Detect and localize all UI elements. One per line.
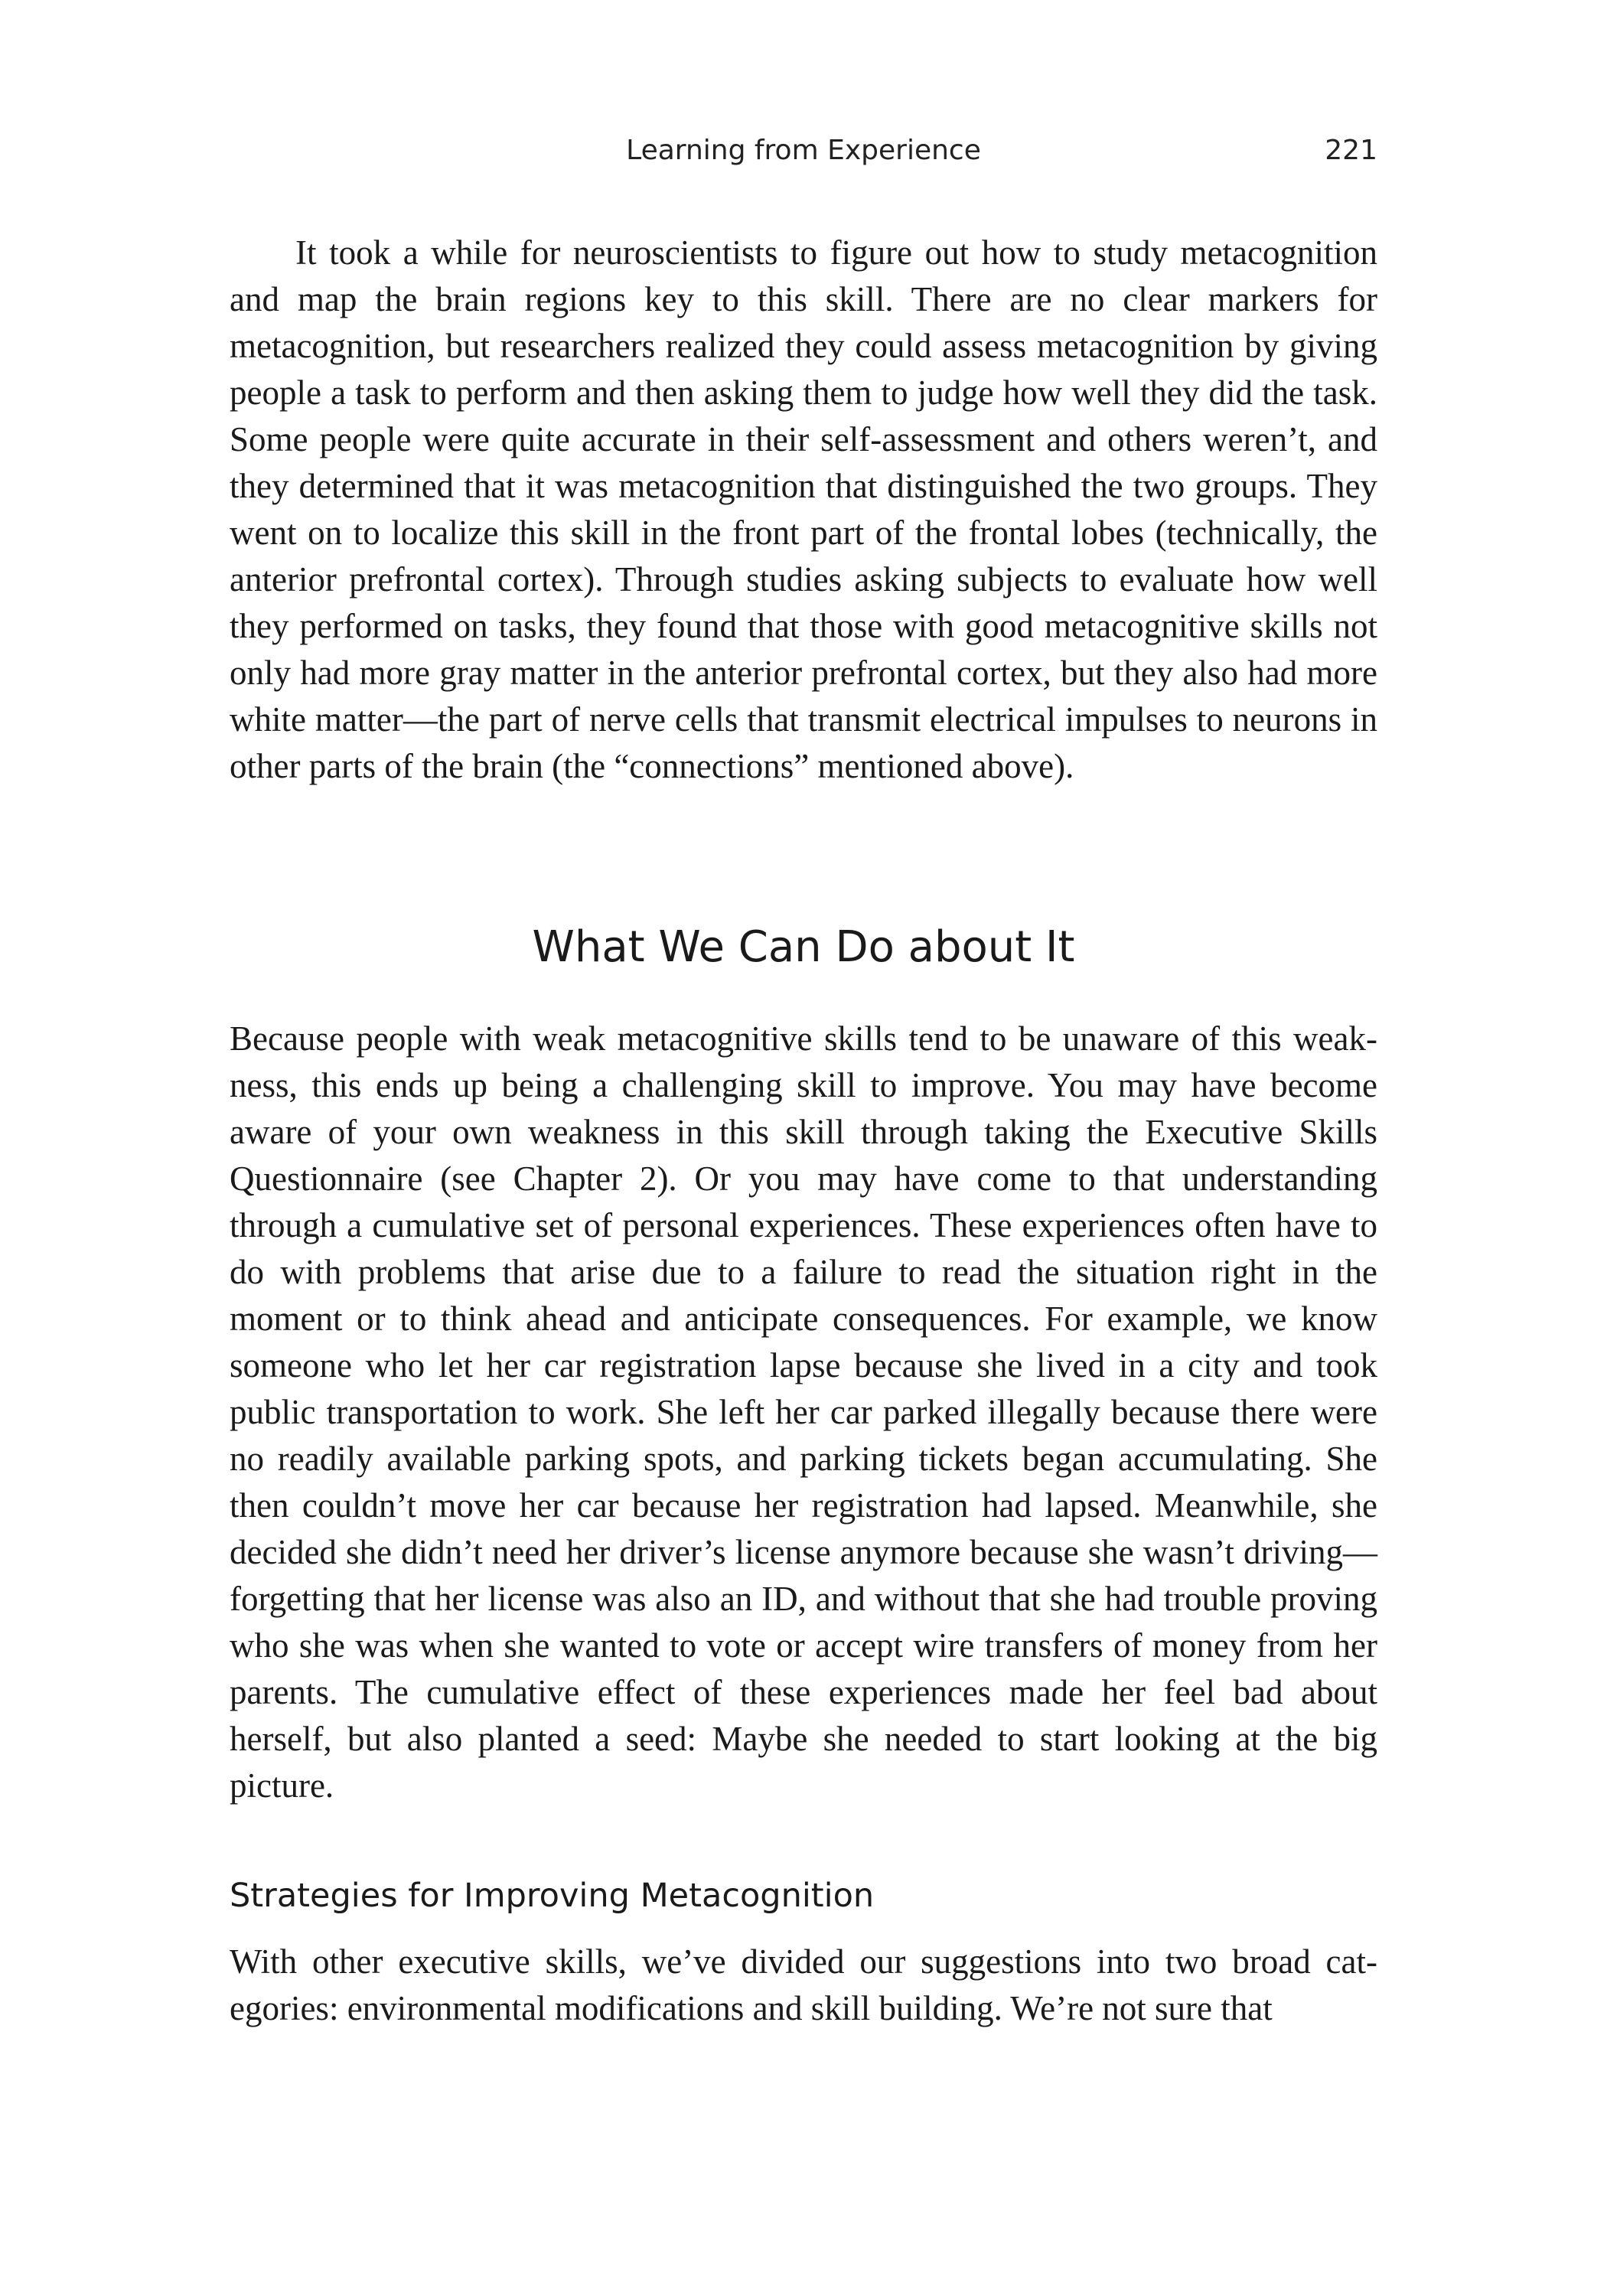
body-paragraph-weak-skills: Because people with weak metacognitive skills tend to be unaware of this weakness, this ends up being a challenging skill to improve. You may have become aware of your own weakness in this skill through taking the Executive Skills Questionnaire (see Chapter 2). Or you may have come to that understanding through a cumulative set of personal experiences. These experiences often have to do with problems that arise due to a failure to read the situation right in the moment or to think ahead and anticipate consequences. For example, we know someone who let her car registration lapse because she lived in a city and took public transportation to work. She left her car parked illegally because there were no readily available parking spots, and parking tickets began accumulating. She then couldn’t move her car because her registration had lapsed. Meanwhile, she decided she didn’t need her driver’s license anymore because she wasn’t driving—forgetting that her license was also an ID, and without that she had trouble proving who she was when she wanted to vote or accept wire transfers of money from her parents. The cumulative effect of these experiences made her feel bad about herself, but also planted a seed: Maybe she needed to start looking at the big picture. bbox=[230, 1019, 1377, 1805]
body-paragraph-metacognition-research: It took a while for neuroscientists to figure out how to study metacognition and map the brain regions key to this skill. There are no clear markers for metacognition, but researchers realized they could assess metacognition by giving people a task to perform and then asking them to judge how well they did the task. Some people were quite accurate in their self-assessment and others weren’t, and they determined that it was metacognition that distinguished the two groups. They went on to localize this skill in the front part of the frontal lobes (technically, the anterior prefrontal cortex). Through studies asking subjects to evaluate how well they performed on tasks, they found that those with good metacognitive skills not only had more gray matter in the anterior prefrontal cortex, but they also had more white matter—the part of nerve cells that transmit electrical impulses to neurons in other parts of the brain (the “connections” mentioned above). bbox=[230, 233, 1377, 785]
body-paragraph-strategies: With other executive skills, we’ve divided our suggestions into two broad categories: environmental modifications and skill building. We’re not sure that bbox=[230, 1942, 1377, 2027]
book-page bbox=[230, 0, 1377, 2296]
sub-heading: Strategies for Improving Metacognition bbox=[230, 1877, 875, 1915]
section-heading: What We Can Do about It bbox=[532, 922, 1075, 972]
running-head-title: Learning from Experience bbox=[626, 135, 981, 166]
running-head bbox=[230, 135, 1377, 173]
page-number: 221 bbox=[1325, 135, 1377, 166]
